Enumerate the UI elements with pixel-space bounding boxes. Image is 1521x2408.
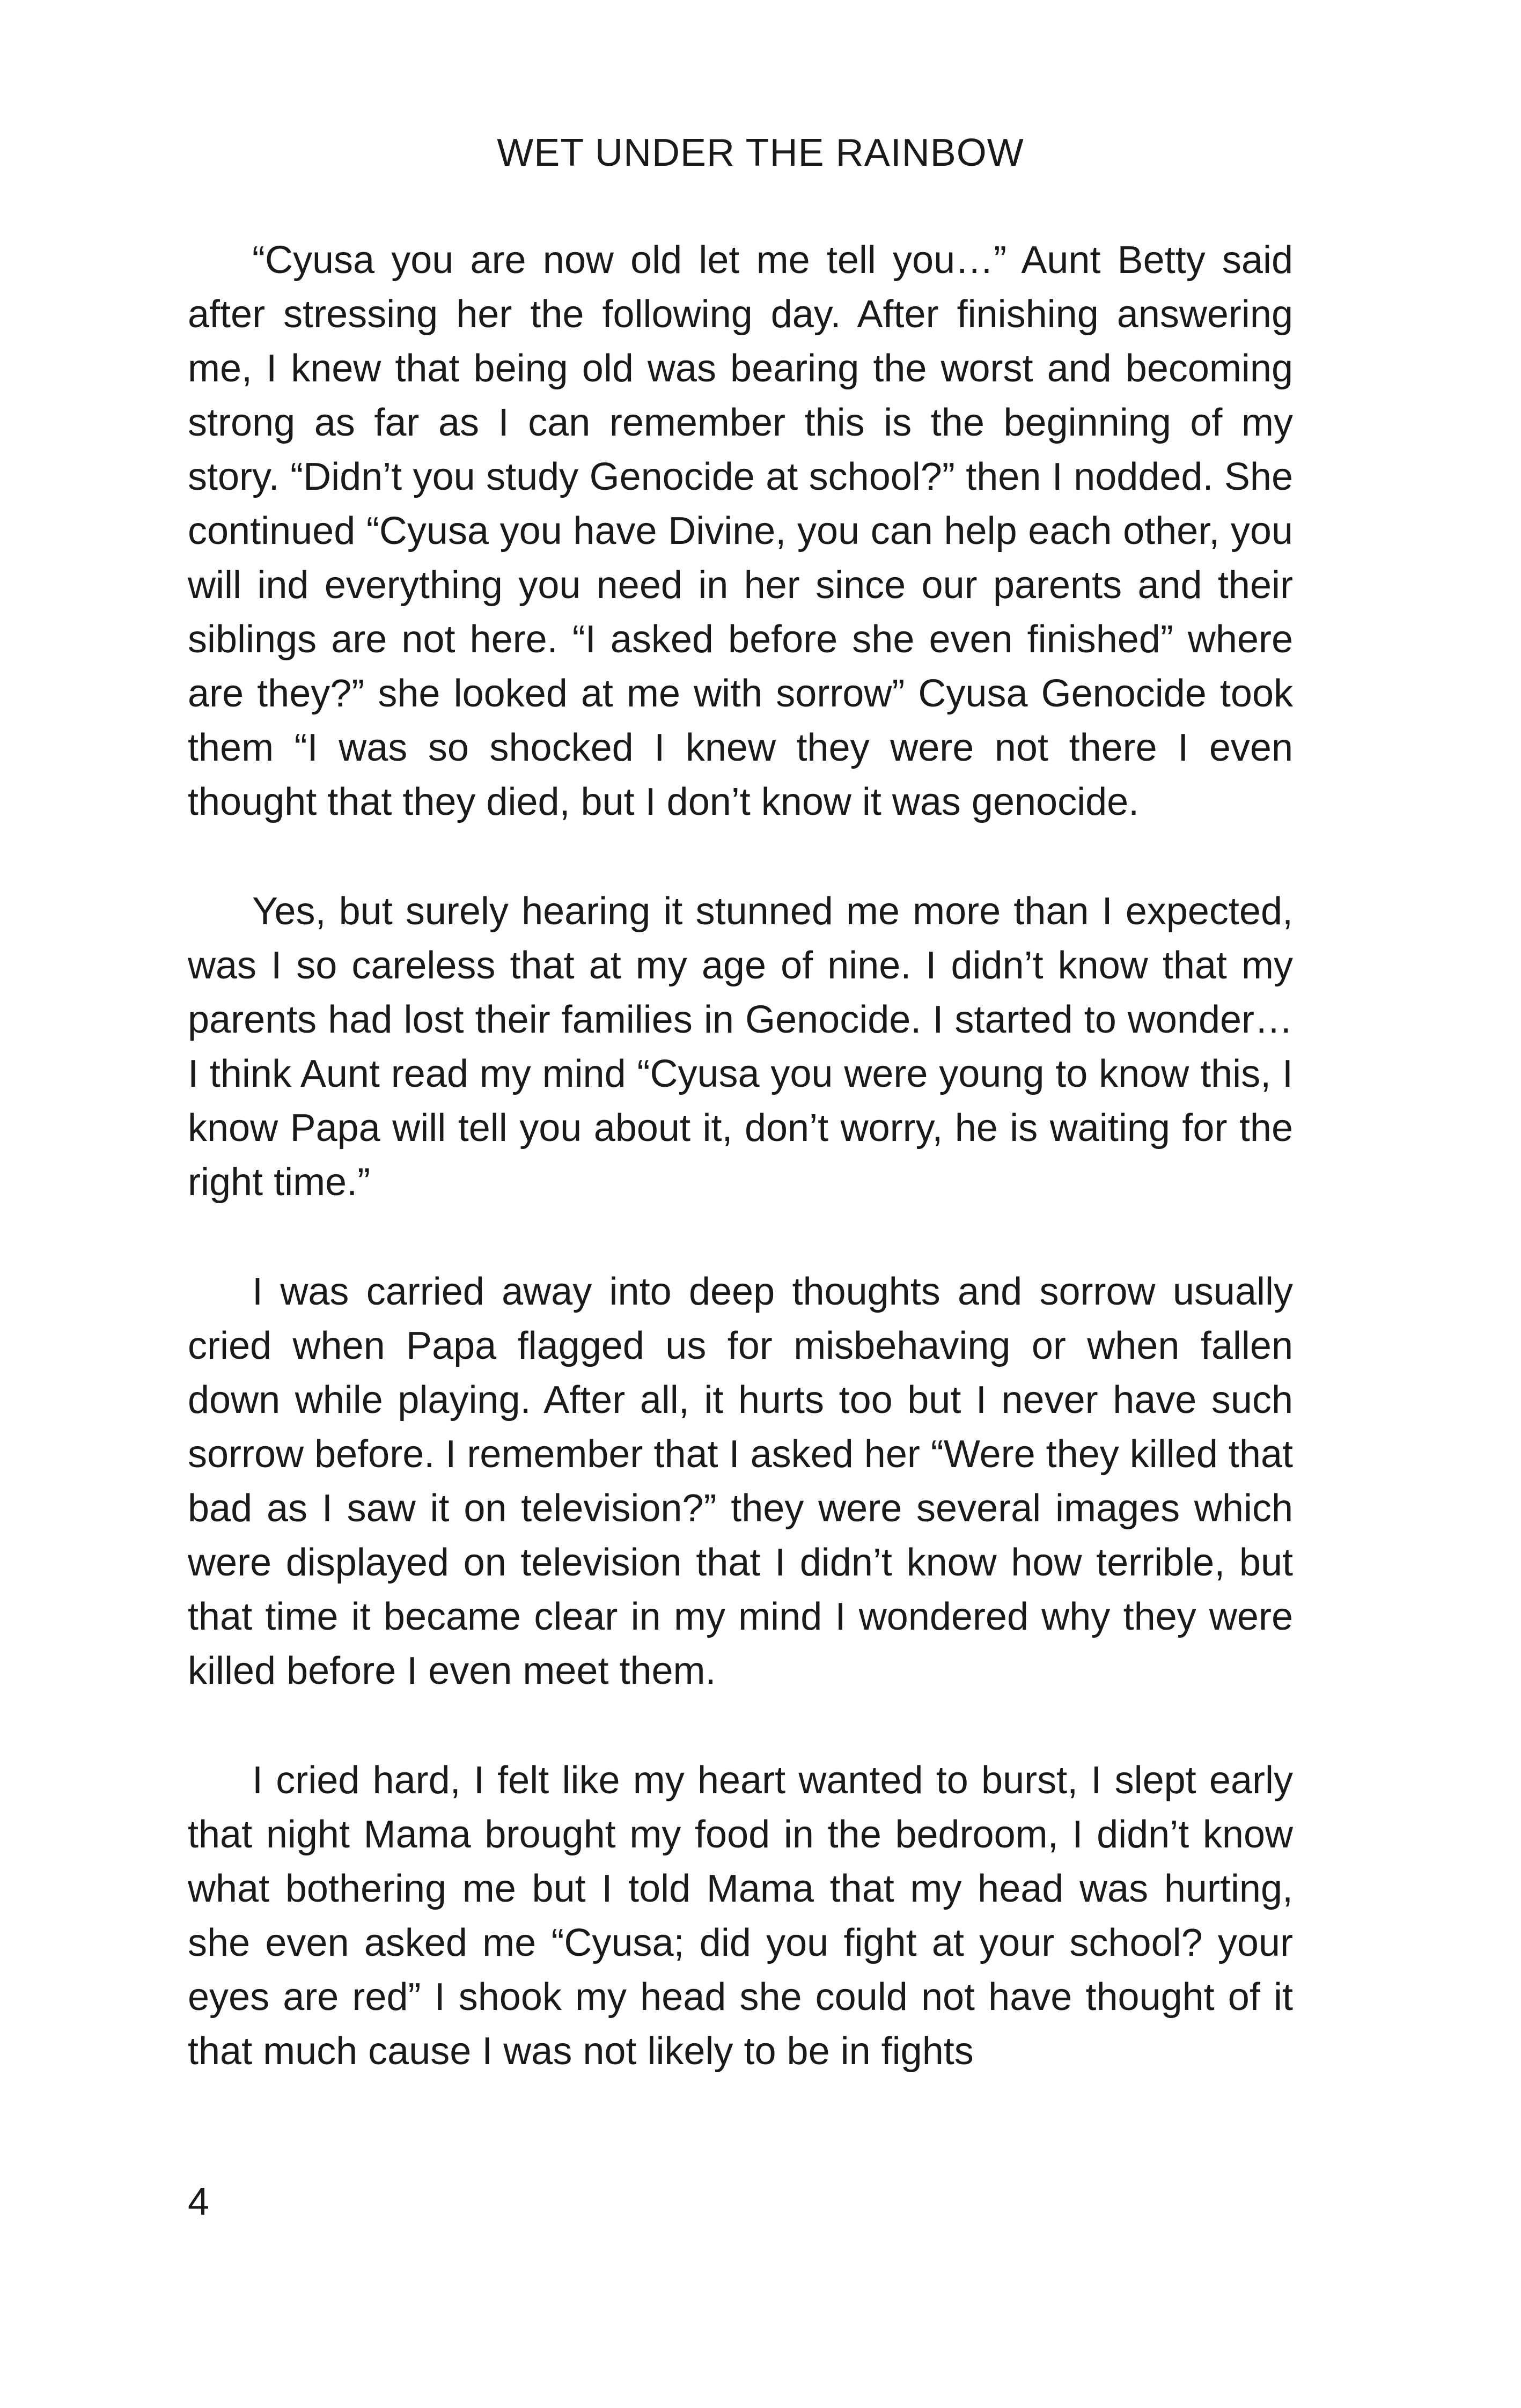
page-number: 4 <box>188 2181 210 2223</box>
paragraph: “Cyusa you are now old let me tell you…” Aunt Betty said after stressing her the following day. After finishing answering me, I knew that being old was bearing the worst and becoming strong as far as I can remember this is the beginning of my story. “Didn’t you study Genocide at school?” then I nodded. She continued “Cyusa you have Divine, you can help each other, you will ind everything you need in her since our parents and their siblings are not here. “I asked before she even finished” where are they?” she looked at me with sorrow” Cyusa Genocide took them “I was so shocked I knew they were not there I even thought that they died, but I don’t know it was genocide. <box>188 239 1293 823</box>
paragraph: I cried hard, I felt like my heart wanted to burst, I slept early that night Mama brought my food in the bedroom, I didn’t know what bothering me but I told Mama that my head was hurting, she even asked me “Cyusa; did you fight at your school? your eyes are red” I shook my head she could not have thought of it that much cause I was not likely to be in fights <box>188 1759 1293 2073</box>
running-header: WET UNDER THE RAINBOW <box>497 131 1024 174</box>
paragraph: I was carried away into deep thoughts and sorrow usually cried when Papa flagged us for misbehaving or when fallen down while playing. After all, it hurts too but I never have such sorrow before. I remember that I asked her “Were they killed that bad as I saw it on television?” they were several images which were displayed on television that I didn’t know how terrible, but that time it became clear in my mind I wondered why they were killed before I even meet them. <box>188 1270 1293 1692</box>
paragraph: Yes, but surely hearing it stunned me more than I expected, was I so careless that at my age of nine. I didn’t know that my parents had lost their families in Genocide. I started to wonder… I think Aunt read my mind “Cyusa you were young to know this, I know Papa will tell you about it, don’t worry, he is waiting for the right time.” <box>188 890 1293 1204</box>
body-text <box>188 233 1293 2079</box>
